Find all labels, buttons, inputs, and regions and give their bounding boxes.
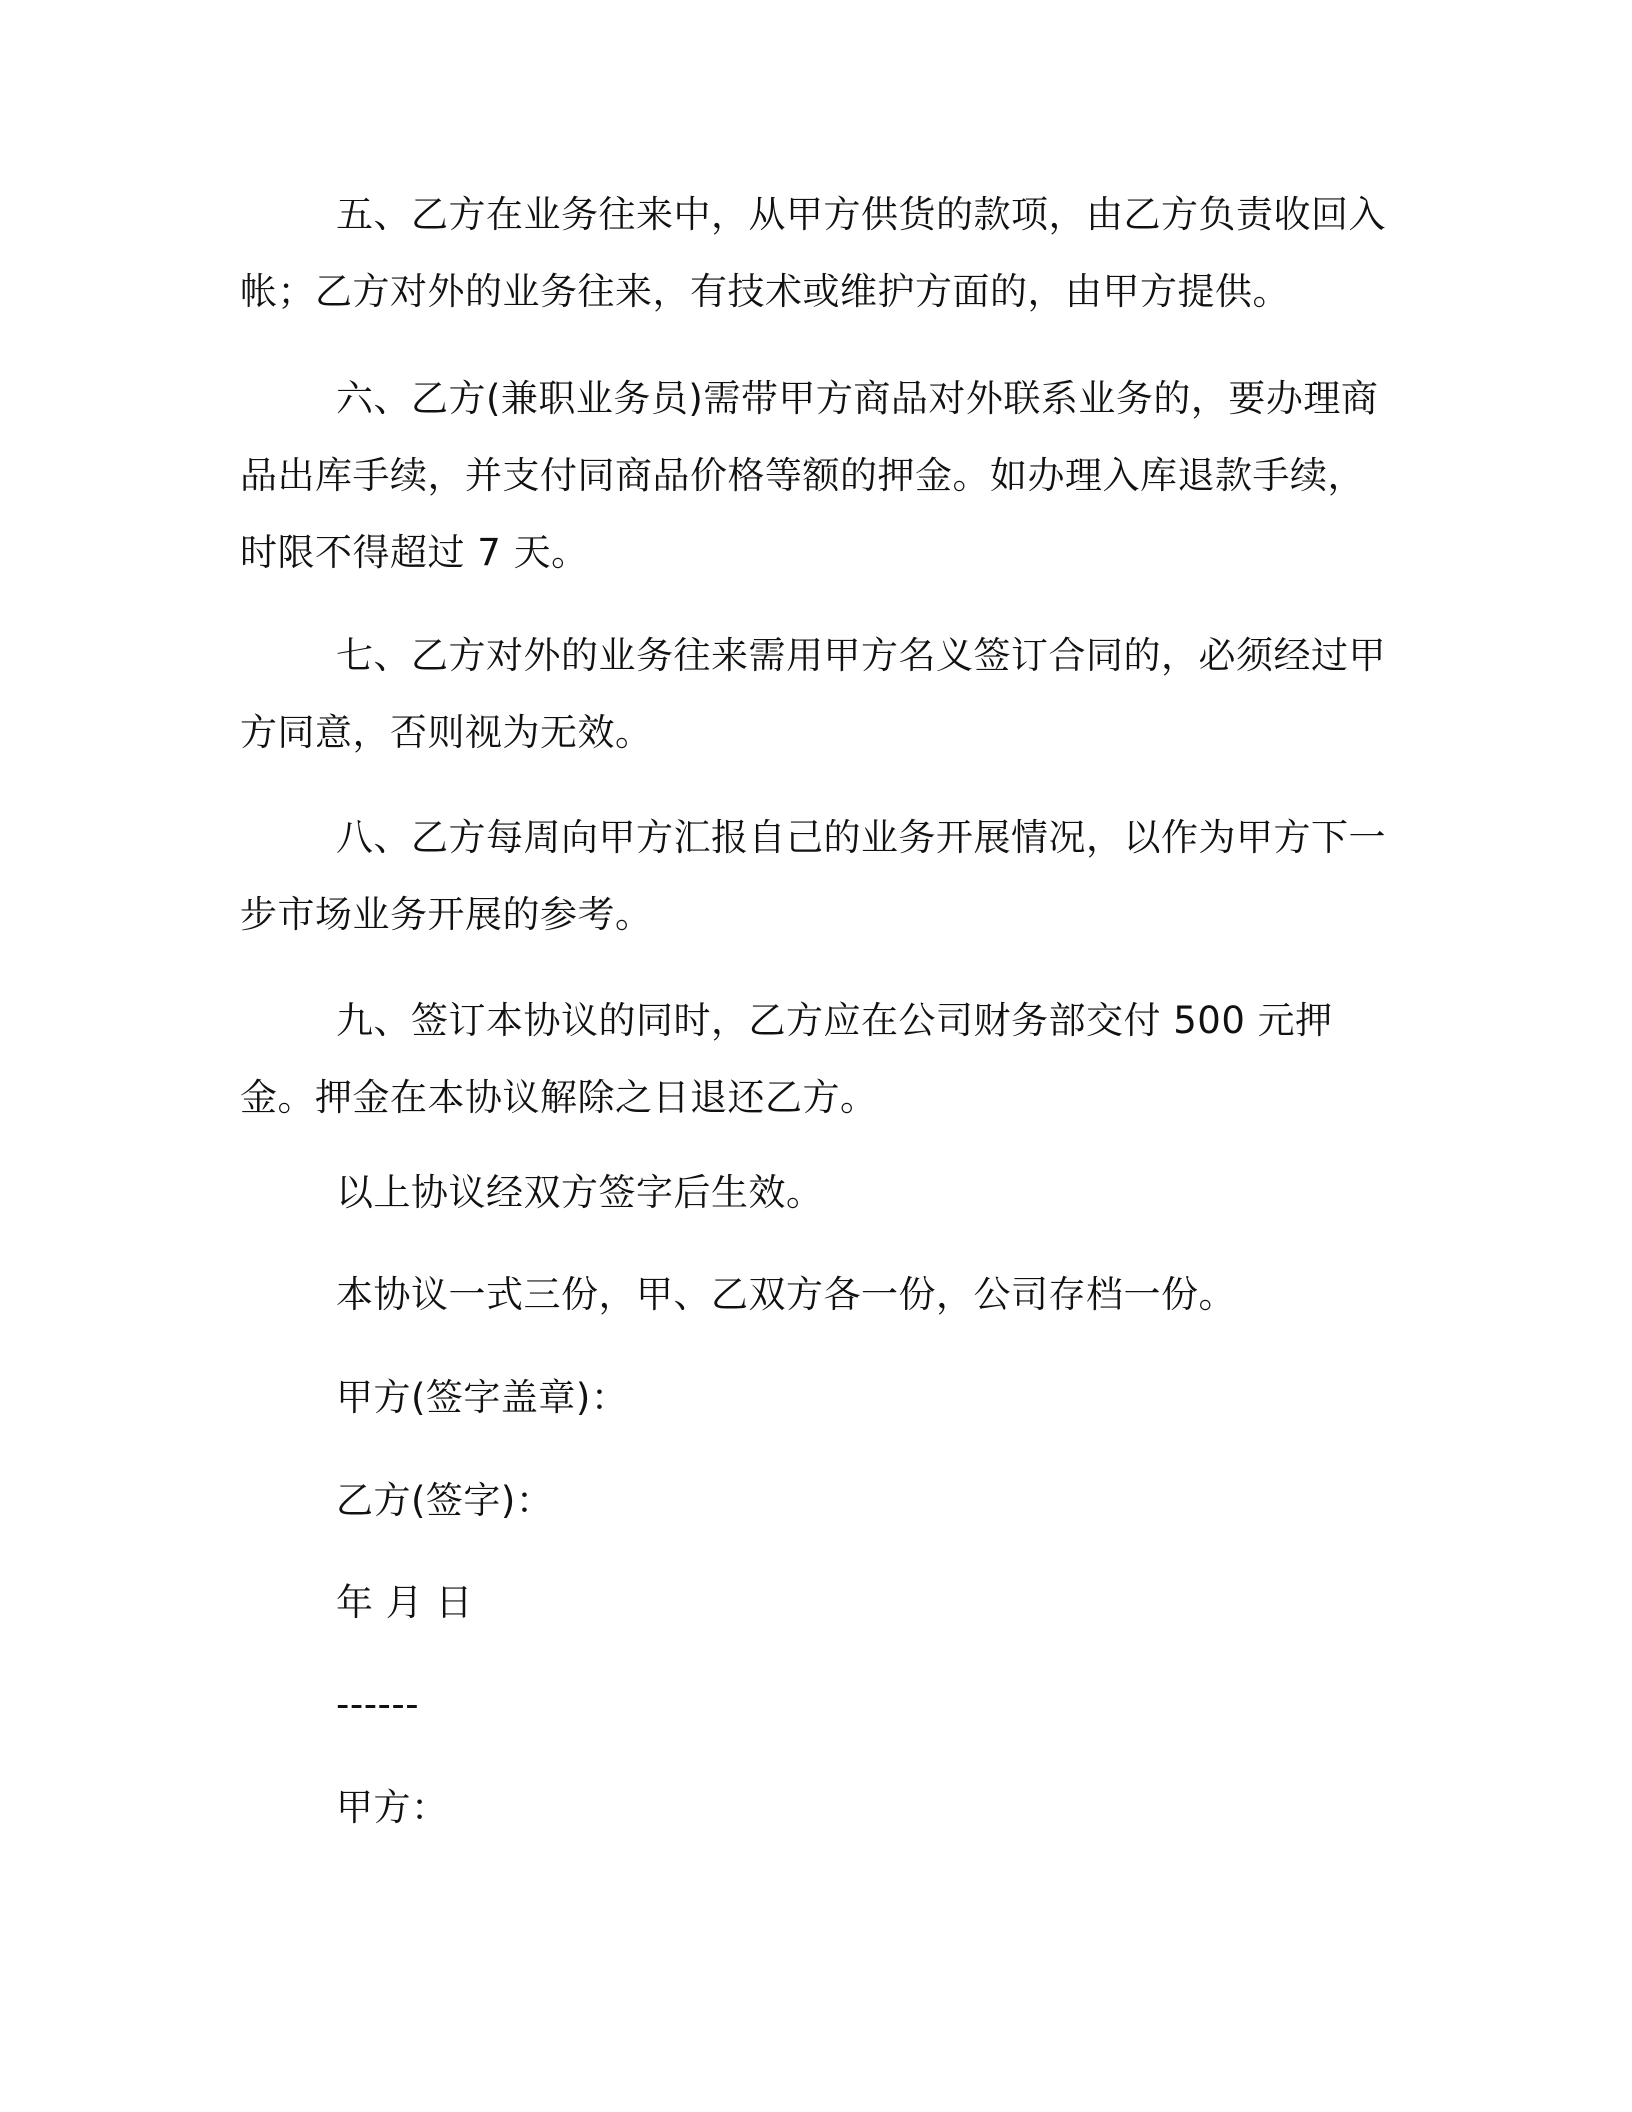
party-a-signature-label: 甲方(签字盖章)： [336,1376,629,1419]
clause-8-paragraph: 八、乙方每周向甲方汇报自己的业务开展情况，以作为甲方下一步市场业务开展的参考。 [240,816,1386,936]
clause-9-paragraph: 九、签订本协议的同时，乙方应在公司财务部交付 500 元押金。押金在本协议解除之日退还乙方。 [240,999,1333,1119]
party-b-signature-label: 乙方(签字)： [336,1479,554,1522]
party-a-label: 甲方： [336,1786,449,1829]
effective-clause: 以上协议经双方签字后生效。 [336,1171,824,1214]
clause-6-paragraph: 六、乙方(兼职业务员)需带甲方商品对外联系业务的，要办理商品出库手续，并支付同商品价格等额的押金。如办理入库退款手续，时限不得超过 7 天。 [240,377,1379,574]
clause-5-paragraph: 五、乙方在业务往来中，从甲方供货的款项，由乙方负责收回入帐；乙方对外的业务往来，有技术或维护方面的，由甲方提供。 [240,193,1386,313]
copies-clause: 本协议一式三份，甲、乙双方各一份，公司存档一份。 [336,1273,1236,1316]
clause-7-paragraph: 七、乙方对外的业务往来需用甲方名义签订合同的，必须经过甲方同意，否则视为无效。 [240,634,1386,754]
separator-line: ------ [336,1683,420,1726]
date-label: 年 月 日 [336,1581,474,1624]
